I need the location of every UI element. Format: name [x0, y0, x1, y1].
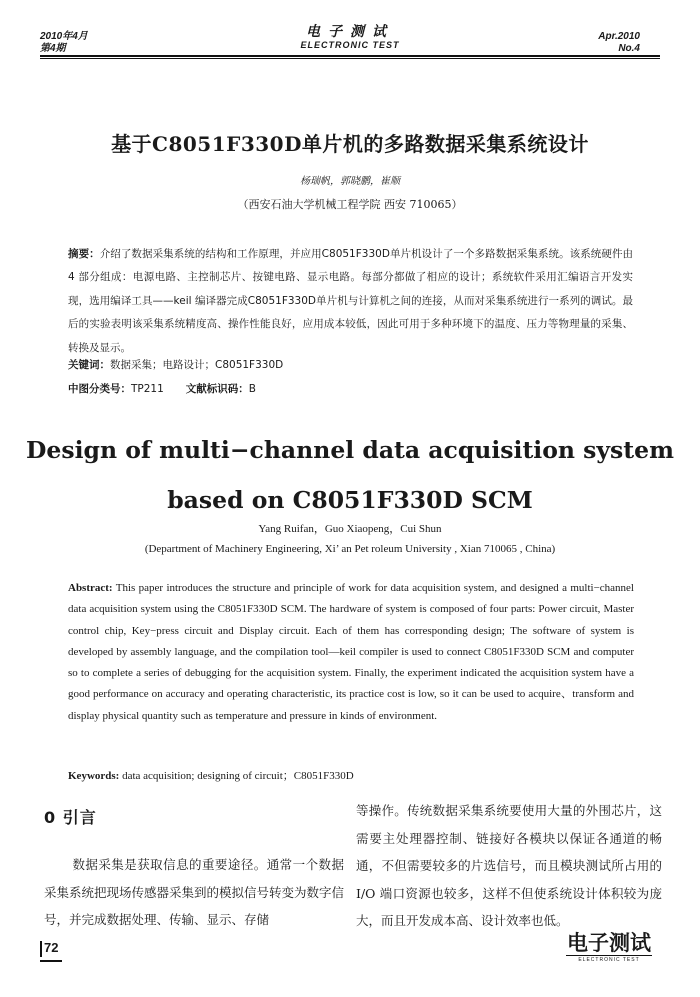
body-text-left: 数据采集是获取信息的重要途径。通常一个数据采集系统把现场传感器采集到的模拟信号转变为数字信号，并完成数据处理、传输、显示、存储	[44, 857, 345, 927]
doc-code-label: 文献标识码：	[185, 383, 249, 395]
affiliation-cn: （西安石油大学机械工程学院 西安 710065）	[237, 198, 463, 211]
keywords-en-text: data acquisition; designing of circuit；C8051F330D	[122, 770, 354, 782]
logo-divider	[566, 955, 652, 956]
keywords-cn-text: 数据采集；电路设计；C8051F330D	[110, 359, 284, 371]
keywords-en-label: Keywords:	[68, 770, 120, 782]
body-text-right: 等操作。传统数据采集系统要使用大量的外围芯片，这需要主处理器控制、链接好各模块以保证各通道的畅通，不但需要较多的片选信号，而且模块测试所占用的I/O 端口资源也较多，这样不但使系统设计体积较为庞大，而且开发成本高、设计效率也低。	[356, 803, 662, 928]
abstract-cn-label: 摘要：	[68, 248, 100, 260]
abstract-en-label: Abstract:	[68, 582, 113, 594]
paper-title-en-line1: Design of multi−channel data acquisition system	[26, 436, 674, 464]
header-number-en: No.4	[618, 43, 640, 54]
header-month-en: Apr.2010	[598, 31, 640, 42]
header-issue-en	[598, 31, 640, 55]
abstract-cn-text: 介绍了数据采集系统的结构和工作原理，并应用C8051F330D单片机设计了一个多路数据采集系统。该系统硬件由4 部分组成：电源电路、主控制芯片、按键电路、显示电路。每部分都做了相应的设计；系统软件采用汇编语言开发实现，选用编译工具——keil 编译器完成C8051F330D单片机与计算机之间的连接，从而对采集系统进行一系列的调试。最后的实验表明该采集系统精度高、操作性能良好，应用成本较低，因此可用于多种环境下的温度、压力等物理量的采集、转换及显示。	[68, 248, 634, 354]
page-number-underline	[40, 960, 62, 962]
keywords-cn-label: 关键词：	[68, 359, 110, 371]
body-column-right	[356, 797, 662, 935]
abstract-en	[68, 578, 634, 727]
page-number	[40, 940, 58, 955]
section-heading: 0 引言	[44, 808, 97, 827]
keywords-cn	[68, 358, 283, 372]
paper-title-en-line2: based on C8051F330D SCM	[167, 486, 533, 514]
journal-logo-en: ELECTRONIC TEST	[578, 957, 640, 963]
doc-code-value: B	[248, 383, 257, 395]
paper-title-en	[0, 425, 700, 525]
keywords-en	[68, 767, 354, 783]
body-column-left	[44, 851, 344, 934]
abstract-en-text: This paper introduces the structure and principle of work for data acquisition system, and designed a multi−channel data acquisition system using the C8051F330D SCM. The hardware of system is composed of four parts: Power circuit, Master control chip, Key−press circuit and Display circuit. Each of them has corresponding design; The software of system is developed by assembly language, and the compilation tool—keil compiler is used to connect C8051F330D SCM and computer so to complete a series of debugging for the acquisition system. Finally, the experiment indicated the acquisition system have a good performance on accuracy and operating characteristic, its practice cost is low, so it can be used to acquire、transform and display physical quantity such as temperature and pressure in kinds of environment.	[68, 582, 634, 722]
page-number-text: 72	[44, 940, 59, 955]
header-rule	[40, 55, 660, 57]
journal-logo	[562, 930, 656, 964]
journal-name-en: ELECTRONIC TEST	[300, 40, 400, 50]
paper-title-cn: 基于C8051F330D单片机的多路数据采集系统设计	[111, 132, 589, 156]
journal-name-cn: 电子测试	[306, 24, 394, 40]
authors-en: Yang Ruifan，Guo Xiaopeng，Cui Shun	[258, 523, 442, 535]
clc-label: 中图分类号：	[68, 383, 131, 395]
header-rule-thin	[40, 58, 660, 59]
header-issue-number: 第4期	[40, 43, 66, 54]
abstract-cn	[68, 243, 633, 360]
classification-cn	[68, 382, 256, 396]
affiliation-en: (Department of Machinery Engineering, Xi’ an Pet roleum University , Xian 710065 , China)	[144, 543, 556, 555]
authors-cn: 杨瑞帆，郭晓鹏，崔顺	[300, 176, 400, 187]
header-year-month: 2010年4月	[40, 31, 88, 42]
journal-logo-cn: 电子测试	[567, 931, 651, 955]
header-journal-title	[0, 24, 700, 51]
clc-value: TP211	[131, 383, 164, 395]
